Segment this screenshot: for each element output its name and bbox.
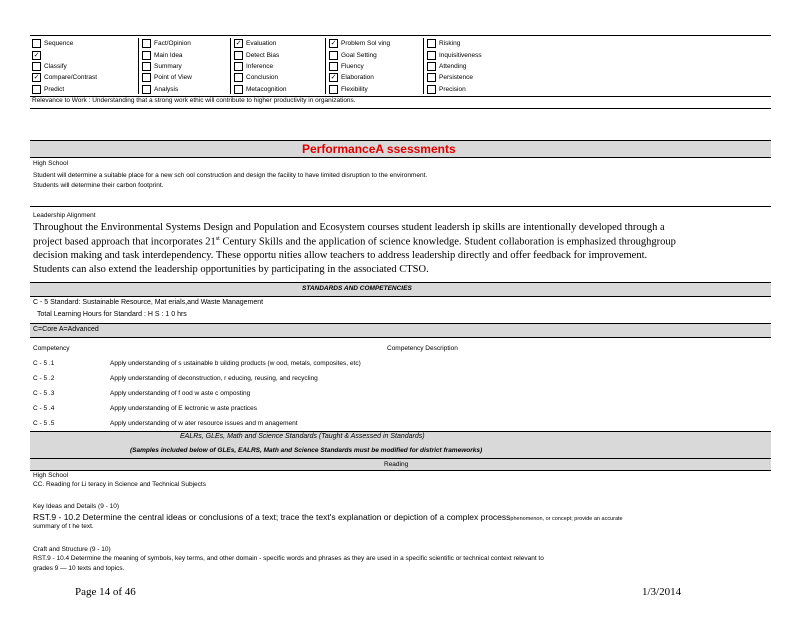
checkbox[interactable] (32, 62, 41, 71)
skill-checkbox-row (427, 61, 522, 72)
page-date: 1/3/2014 (642, 586, 682, 598)
skill-label: Inference (246, 62, 274, 70)
divider (30, 470, 771, 471)
checkbox[interactable] (427, 85, 436, 94)
checkbox[interactable] (142, 51, 151, 60)
thinking-skills-table (30, 35, 771, 97)
reading-strand: CC. Reading for Li teracy in Science and Technical Subjects (33, 481, 206, 488)
leadership-para-4: Students can also extend the leadership opportunities by participating in the associated CTSO. (33, 264, 429, 275)
reading-label: Reading (384, 461, 409, 468)
skill-checkbox-row (427, 84, 522, 95)
skill-checkbox-row (234, 84, 324, 95)
skill-label: Summary (154, 62, 182, 70)
competency-code: C - 5 .5 (33, 420, 55, 427)
divider (30, 206, 771, 207)
leadership-para-2: project based approach that incorporates 21st Century Skills and the application of science knowledge. Student collaboration is emphasized throughgroup (33, 236, 676, 248)
skill-checkbox-row (142, 49, 232, 60)
leadership-label: Leadership Alignment (33, 212, 96, 219)
skills-column-2 (138, 38, 232, 94)
skill-label: Detect Bias (246, 51, 280, 59)
standards-header: STANDARDS AND COMPETENCIES (302, 285, 412, 292)
ealrs-title: EALRs, GLEs, Math and Science Standards (Taught & Assessed in Standards) (180, 433, 425, 440)
competency-description: Apply understanding of deconstruction, r educing, reusing, and recycling (110, 375, 318, 382)
skill-label: Compare/Contrast (44, 74, 98, 82)
skill-label: Conclusion (246, 74, 279, 82)
performance-task-2: Students will determine their carbon footprint. (33, 182, 164, 189)
skill-label: Fluency (341, 62, 364, 70)
skill-label: Point of View (154, 74, 192, 82)
divider (30, 108, 771, 109)
skill-checkbox-row (142, 61, 232, 72)
divider (30, 458, 771, 459)
performance-task-1: Student will determine a suitable place for a new sch ool construction and design the facility to have limited disruption to the environment. (33, 172, 428, 179)
skill-checkbox-row (329, 38, 424, 49)
skill-checkbox-row (234, 38, 324, 49)
core-advanced-bar (30, 324, 771, 337)
competency-code: C - 5 .2 (33, 375, 55, 382)
competency-description: Apply understanding of f ood w aste c omposting (110, 390, 251, 397)
rst-10-2-cont: summary of t he text. (33, 523, 94, 530)
skill-checkbox-row (329, 72, 424, 83)
leadership-para-3: decision making and task interdependency. These opportu nities allow teachers to address leadership directly and offer feedback for improvement. (33, 250, 648, 261)
rst-10-4-cont: grades 9 — 10 texts and topics. (33, 565, 125, 572)
skill-checkbox-row (234, 61, 324, 72)
checkbox[interactable] (329, 85, 338, 94)
skill-checkbox-row (142, 72, 232, 83)
core-advanced-legend: C=Core A=Advanced (33, 326, 99, 333)
skill-label: Main Idea (154, 51, 183, 59)
skill-checkbox-row (142, 38, 232, 49)
skill-checkbox-row (427, 49, 522, 60)
checked-checkbox[interactable]: ✓ (235, 40, 242, 48)
skill-checkbox-row (32, 72, 137, 83)
checkbox[interactable] (142, 39, 151, 48)
checkbox[interactable] (142, 73, 151, 82)
skill-label: Attending (439, 62, 467, 70)
competency-description-label: Competency Description (387, 345, 458, 352)
competency-code: C - 5 .4 (33, 405, 55, 412)
skill-label: Precision (439, 85, 466, 93)
skill-checkbox-row (234, 49, 324, 60)
skills-column-4 (325, 38, 424, 94)
skill-checkbox-row (32, 49, 137, 60)
skill-checkbox-row (32, 84, 137, 95)
competency-description: Apply understanding of E lectronic w aste practices (110, 405, 258, 412)
standard-title: C - 5 Standard: Sustainable Resource, Mat erials,and Waste Management (33, 299, 264, 306)
checkbox[interactable] (329, 51, 338, 60)
relevance-line: Relevance to Work : Understanding that a strong work ethic will contribute to higher productivity in organizations. (32, 97, 356, 104)
skill-checkbox-row (427, 72, 522, 83)
skills-column-3 (230, 38, 324, 94)
divider (30, 337, 771, 338)
skill-label: Evaluation (246, 40, 277, 48)
reading-level: High School (33, 472, 69, 479)
key-ideas-label: Key Ideas and Details (9 - 10) (33, 503, 119, 510)
ealrs-note: (Samples included below of GLEs, EALRS, Math and Science Standards must be modified for district frameworks) (130, 447, 483, 454)
checkbox[interactable] (427, 39, 436, 48)
skill-checkbox-row (234, 72, 324, 83)
skill-checkbox-row (32, 38, 137, 49)
skill-checkbox-row (329, 61, 424, 72)
competency-description: Apply understanding of s ustainable b uilding products (w ood, metals, composites, etc) (110, 360, 361, 367)
skills-column-5 (423, 38, 522, 94)
skill-checkbox-row (329, 84, 424, 95)
checkbox[interactable] (329, 62, 338, 71)
skill-label: Inquisitiveness (439, 51, 482, 59)
performance-assessments-title: PerformanceA ssessments (302, 142, 456, 156)
divider (30, 296, 771, 297)
performance-level: High School (33, 160, 69, 167)
checkbox[interactable] (234, 73, 243, 82)
skill-label: Risking (439, 40, 461, 48)
skill-checkbox-row (32, 61, 137, 72)
competency-code: C - 5 .3 (33, 390, 55, 397)
checkbox[interactable] (142, 85, 151, 94)
checked-checkbox[interactable]: ✓ (330, 40, 337, 48)
checkbox[interactable] (234, 51, 243, 60)
leadership-para-1: Throughout the Environmental Systems Design and Population and Ecosystem courses student leadersh ip skills are intentionally developed through a (33, 222, 665, 233)
learning-hours: Total Learning Hours for Standard : H S : 1 0 hrs (37, 311, 187, 318)
checked-checkbox[interactable]: ✓ (330, 74, 337, 82)
checkbox[interactable] (32, 39, 41, 48)
skill-checkbox-row (427, 38, 522, 49)
skill-label: Classify (44, 62, 67, 70)
skill-label: Persistence (439, 74, 473, 82)
skill-checkbox-row (142, 84, 232, 95)
checked-checkbox[interactable]: ✓ (33, 74, 40, 82)
skill-label: Sequence (44, 40, 74, 48)
checkbox[interactable] (427, 62, 436, 71)
divider (30, 157, 771, 158)
competency-code: C - 5 .1 (33, 360, 55, 367)
rst-10-2: RST.9 - 10.2 Determine the central ideas or conclusions of a text; trace the text's explanation or depiction of a complex processphenomenon, or concept; provide an accurate (33, 512, 623, 522)
skill-label: Elaboration (341, 74, 374, 82)
skill-label: Predict (44, 85, 65, 93)
skill-checkbox-row (329, 49, 424, 60)
checkbox[interactable] (32, 85, 41, 94)
checkbox[interactable] (142, 62, 151, 71)
skill-label: Goal Setting (341, 51, 377, 59)
competency-label: Competency (33, 345, 70, 352)
skill-label: Metacognition (246, 85, 287, 93)
skill-label: Problem Sol ving (341, 40, 391, 48)
skill-label: Fact/Opinion (154, 40, 191, 48)
checkbox[interactable] (427, 73, 436, 82)
checkbox[interactable] (234, 62, 243, 71)
competency-description: Apply understanding of w ater resource issues and m anagement (110, 420, 298, 427)
skills-column-1 (32, 38, 137, 94)
page-number: Page 14 of 46 (75, 586, 136, 598)
rst-10-4: RST.9 - 10.4 Determine the meaning of symbols, key terms, and other domain - specific words and phrases as they are used in a specific scientific or technical context relevant to (33, 555, 544, 562)
checked-checkbox[interactable]: ✓ (33, 51, 40, 59)
checkbox[interactable] (427, 51, 436, 60)
skill-label: Analysis (154, 85, 179, 93)
craft-structure-label: Craft and Structure (9 - 10) (33, 546, 111, 553)
skill-label: Flexibility (341, 85, 368, 93)
checkbox[interactable] (234, 85, 243, 94)
